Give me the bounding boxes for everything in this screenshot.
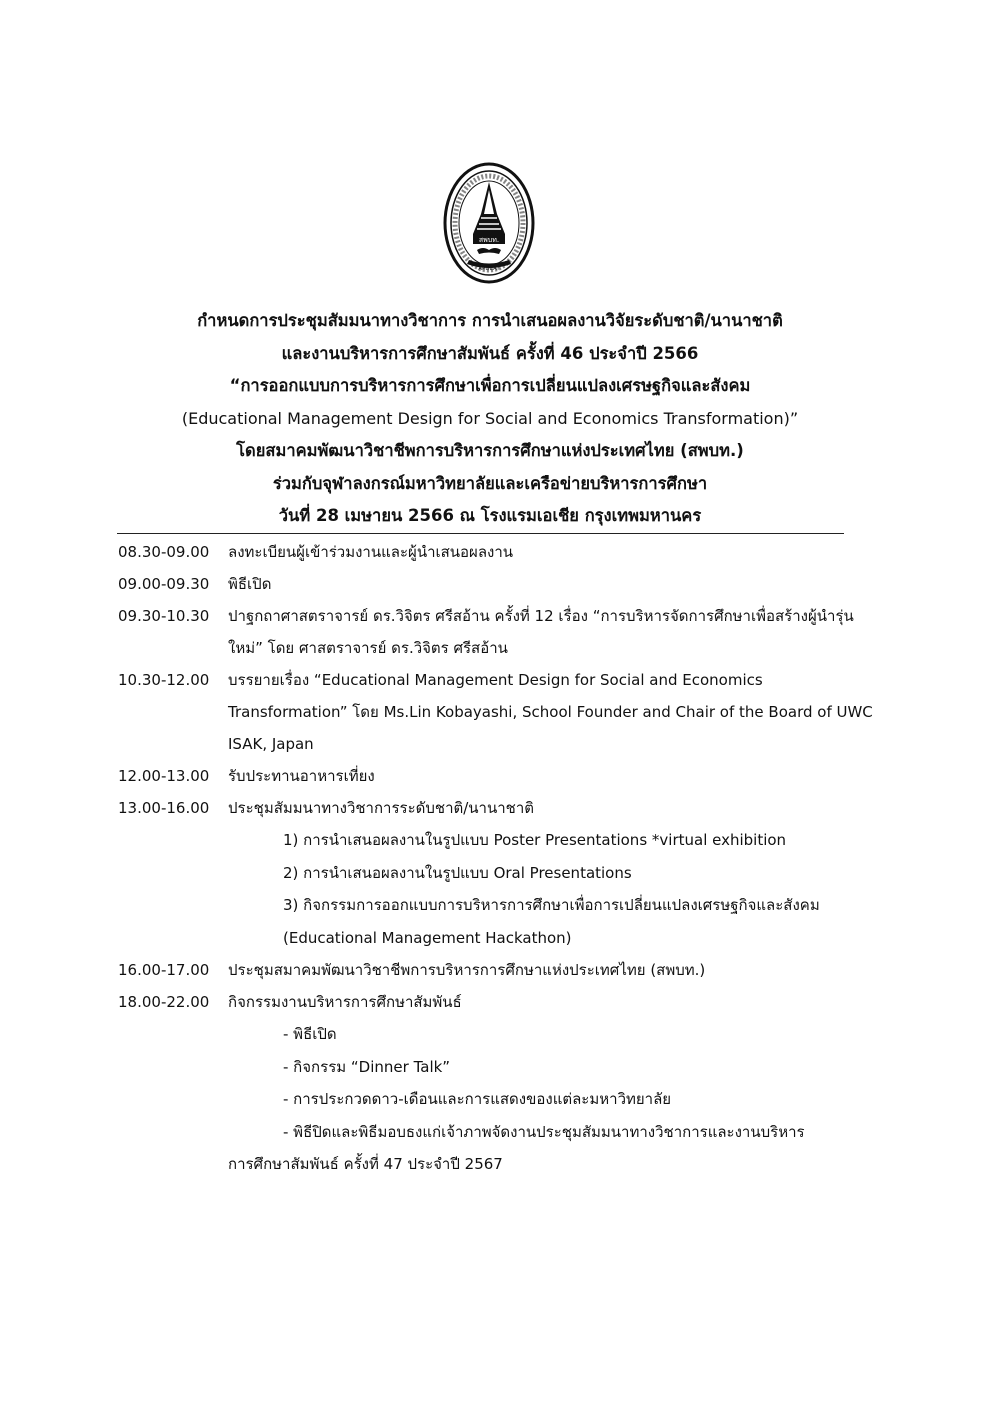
header-line-2: และงานบริหารการศึกษาสัมพันธ์ ครั้งที่ 46 ประจำปี 2566 — [281, 343, 699, 363]
schedule-desc-continuation: การศึกษาสัมพันธ์ ครั้งที่ 47 ประจำปี 2567 — [228, 1155, 503, 1173]
schedule-time: 08.30-09.00 — [118, 543, 210, 561]
schedule-desc — [228, 792, 878, 954]
schedule-desc: ปาฐกถาศาสตราจารย์ ดร.วิจิตร ศรีสอ้าน ครั้งที่ 12 เรื่อง “การบริหารจัดการศึกษาเพื่อสร้างผู้นำรุ่นใหม่” โดย ศาสตราจารย์ ดร.วิจิตร ศรีสอ้าน — [228, 607, 854, 657]
schedule-subitem: 3) กิจกรรมการออกแบบการบริหารการศึกษาเพื่อการเปลี่ยนแปลงเศรษฐกิจและสังคม — [283, 896, 820, 914]
header-line-3: “การออกแบบการบริหารการศึกษาเพื่อการเปลี่ยนแปลงเศรษฐกิจและสังคม — [229, 376, 751, 395]
schedule-row — [118, 536, 878, 568]
document-header — [100, 305, 880, 533]
seal-abbr-text: สพบท. — [478, 236, 500, 244]
schedule-subitem: 2) การนำเสนอผลงานในรูปแบบ Oral Presentations — [283, 863, 632, 882]
schedule-time: 12.00-13.00 — [118, 767, 210, 785]
schedule-desc: รับประทานอาหารเที่ยง — [228, 767, 375, 785]
schedule-subitem: - กิจกรรม “Dinner Talk” — [283, 1057, 451, 1076]
schedule-time: 18.00-22.00 — [118, 993, 210, 1011]
header-line-1: กำหนดการประชุมสัมมนาทางวิชาการ การนำเสนอผลงานวิจัยระดับชาติ/นานาชาติ — [197, 311, 783, 330]
schedule-row — [118, 954, 878, 986]
schedule-subitem: - พิธีปิดและพิธีมอบธงแก่เจ้าภาพจัดงานประชุมสัมมนาทางวิชาการและงานบริหาร — [283, 1122, 805, 1141]
schedule-time: 13.00-16.00 — [118, 799, 210, 817]
schedule-subitem: - พิธีเปิด — [283, 1025, 337, 1043]
header-line-4: (Educational Management Design for Social and Economics Transformation)” — [181, 408, 799, 428]
schedule-row — [118, 986, 878, 1148]
schedule-desc-title: กิจกรรมงานบริหารการศึกษาสัมพันธ์ — [228, 993, 462, 1011]
schedule-subitem: 1) การนำเสนอผลงานในรูปแบบ Poster Presentations *virtual exhibition — [283, 831, 787, 849]
schedule-row — [118, 568, 878, 600]
header-line-6: ร่วมกับจุฬาลงกรณ์มหาวิทยาลัยและเครือข่ายบริหารการศึกษา — [272, 473, 708, 493]
schedule-desc: บรรยายเรื่อง “Educational Management Design for Social and Economics Transformation” โดย Ms.Lin Kobayashi, School Founder and Chair of the Board of UWC ISAK, Japan — [228, 671, 873, 753]
association-seal-icon — [443, 162, 535, 284]
schedule-list — [118, 536, 878, 1180]
schedule-subitem: - การประกวดดาว-เดือนและการแสดงของแต่ละมหาวิทยาลัย — [283, 1090, 672, 1108]
schedule-time: 16.00-17.00 — [118, 961, 210, 979]
schedule-desc: ลงทะเบียนผู้เข้าร่วมงานและผู้นำเสนอผลงาน — [228, 543, 514, 561]
schedule-desc: ประชุมสมาคมพัฒนาวิชาชีพการบริหารการศึกษาแห่งประเทศไทย (สพบท.) — [228, 961, 706, 979]
schedule-subitem-continuation: (Educational Management Hackathon) — [283, 928, 572, 947]
schedule-desc-title: ประชุมสัมมนาทางวิชาการระดับชาติ/นานาชาติ — [228, 799, 535, 817]
schedule-desc: พิธีเปิด — [228, 575, 272, 593]
schedule-row-continuation — [118, 1148, 878, 1180]
header-line-7: วันที่ 28 เมษายน 2566 ณ โรงแรมเอเชีย กรุงเทพมหานคร — [278, 506, 702, 525]
schedule-row — [118, 664, 878, 760]
schedule-row — [118, 760, 878, 792]
seal-code-text: APDEAT — [478, 266, 500, 272]
schedule-desc — [228, 986, 878, 1148]
schedule-time: 09.00-09.30 — [118, 575, 210, 593]
header-line-5: โดยสมาคมพัฒนาวิชาชีพการบริหารการศึกษาแห่งประเทศไทย (สพบท.) — [236, 441, 744, 460]
schedule-time: 09.30-10.30 — [118, 607, 210, 625]
header-divider — [117, 533, 844, 534]
schedule-time: 10.30-12.00 — [118, 671, 210, 689]
schedule-row — [118, 792, 878, 954]
schedule-row — [118, 600, 878, 664]
